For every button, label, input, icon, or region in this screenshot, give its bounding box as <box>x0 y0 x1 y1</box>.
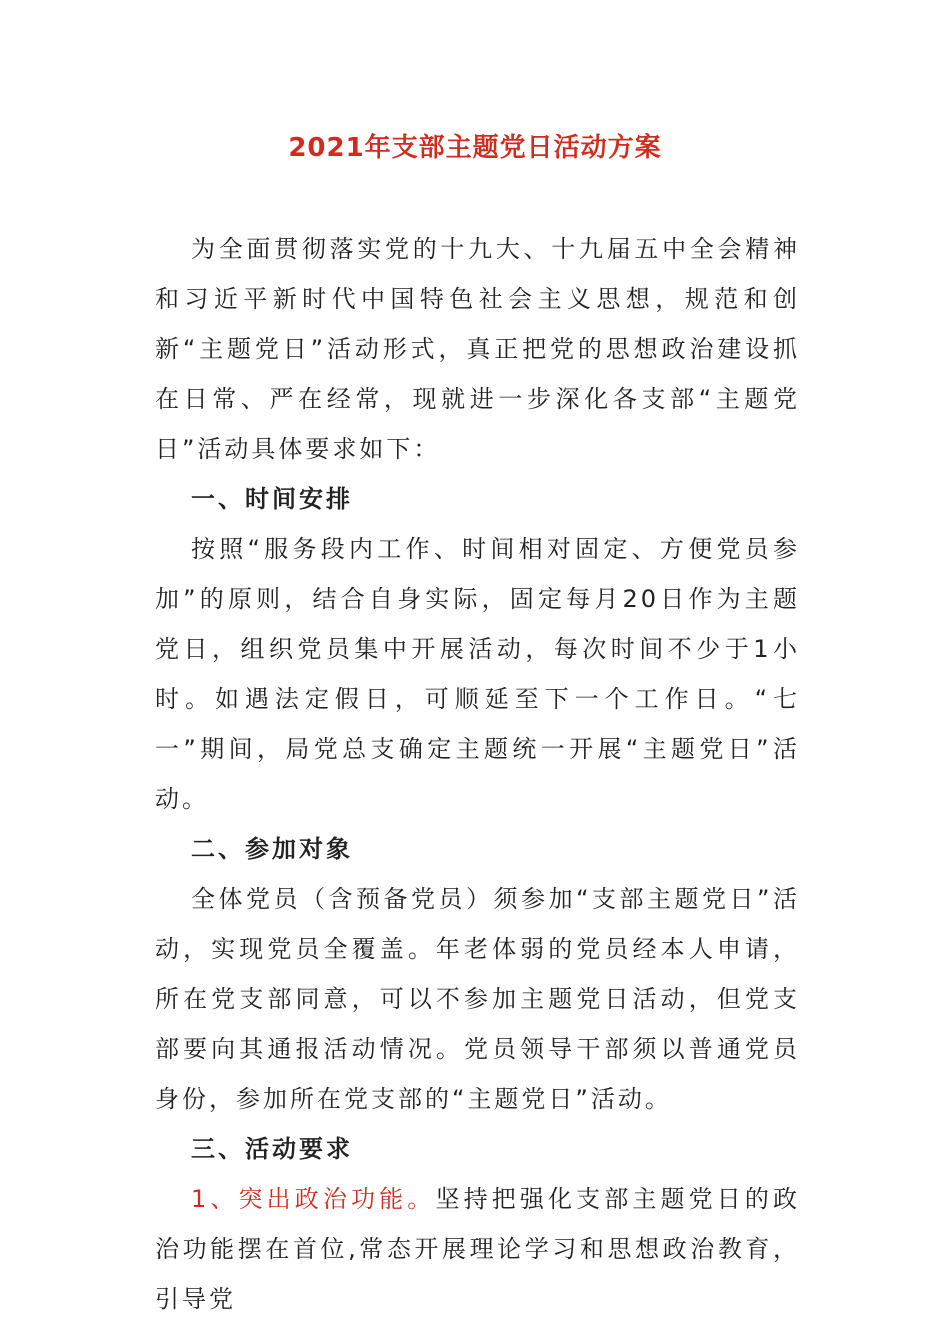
section-heading-participants: 二、参加对象 <box>191 835 353 863</box>
document-title: 2021年支部主题党日活动方案 <box>288 133 662 163</box>
intro-paragraph: 为全面贯彻落实党的十九大、十九届五中全会精神和习近平新时代中国特色社会主义思想，规范和创新“主题党日”活动形式，真正把党的思想政治建设抓在日常、严在经常，现就进一步深化各支部“主题党日”活动具体要求如下： <box>155 235 800 463</box>
section-paragraph-schedule: 按照“服务段内工作、时间相对固定、方便党员参加”的原则，结合自身实际，固定每月20日作为主题党日，组织党员集中开展活动，每次时间不少于1小时。如遇法定假日，可顺延至下一个工作日。“七一”期间，局党总支确定主题统一开展“主题党日”活动。 <box>155 535 800 813</box>
document-body <box>155 224 800 1324</box>
requirement-item-1 <box>155 1174 800 1324</box>
requirement-item-text: 坚持把强化支部主题党日的政治功能摆在首位,常态开展理论学习和思想政治教育，引导党 <box>155 1185 800 1313</box>
section-paragraph-participants: 全体党员（含预备党员）须参加“支部主题党日”活动，实现党员全覆盖。年老体弱的党员经本人申请，所在党支部同意，可以不参加主题党日活动，但党支部要向其通报活动情况。党员领导干部须以普通党员身份，参加所在党支部的“主题党日”活动。 <box>155 885 800 1113</box>
section-heading-requirements: 三、活动要求 <box>191 1135 353 1163</box>
section-heading-schedule: 一、时间安排 <box>191 485 353 513</box>
requirement-item-label: 1、突出政治功能。 <box>191 1185 436 1213</box>
